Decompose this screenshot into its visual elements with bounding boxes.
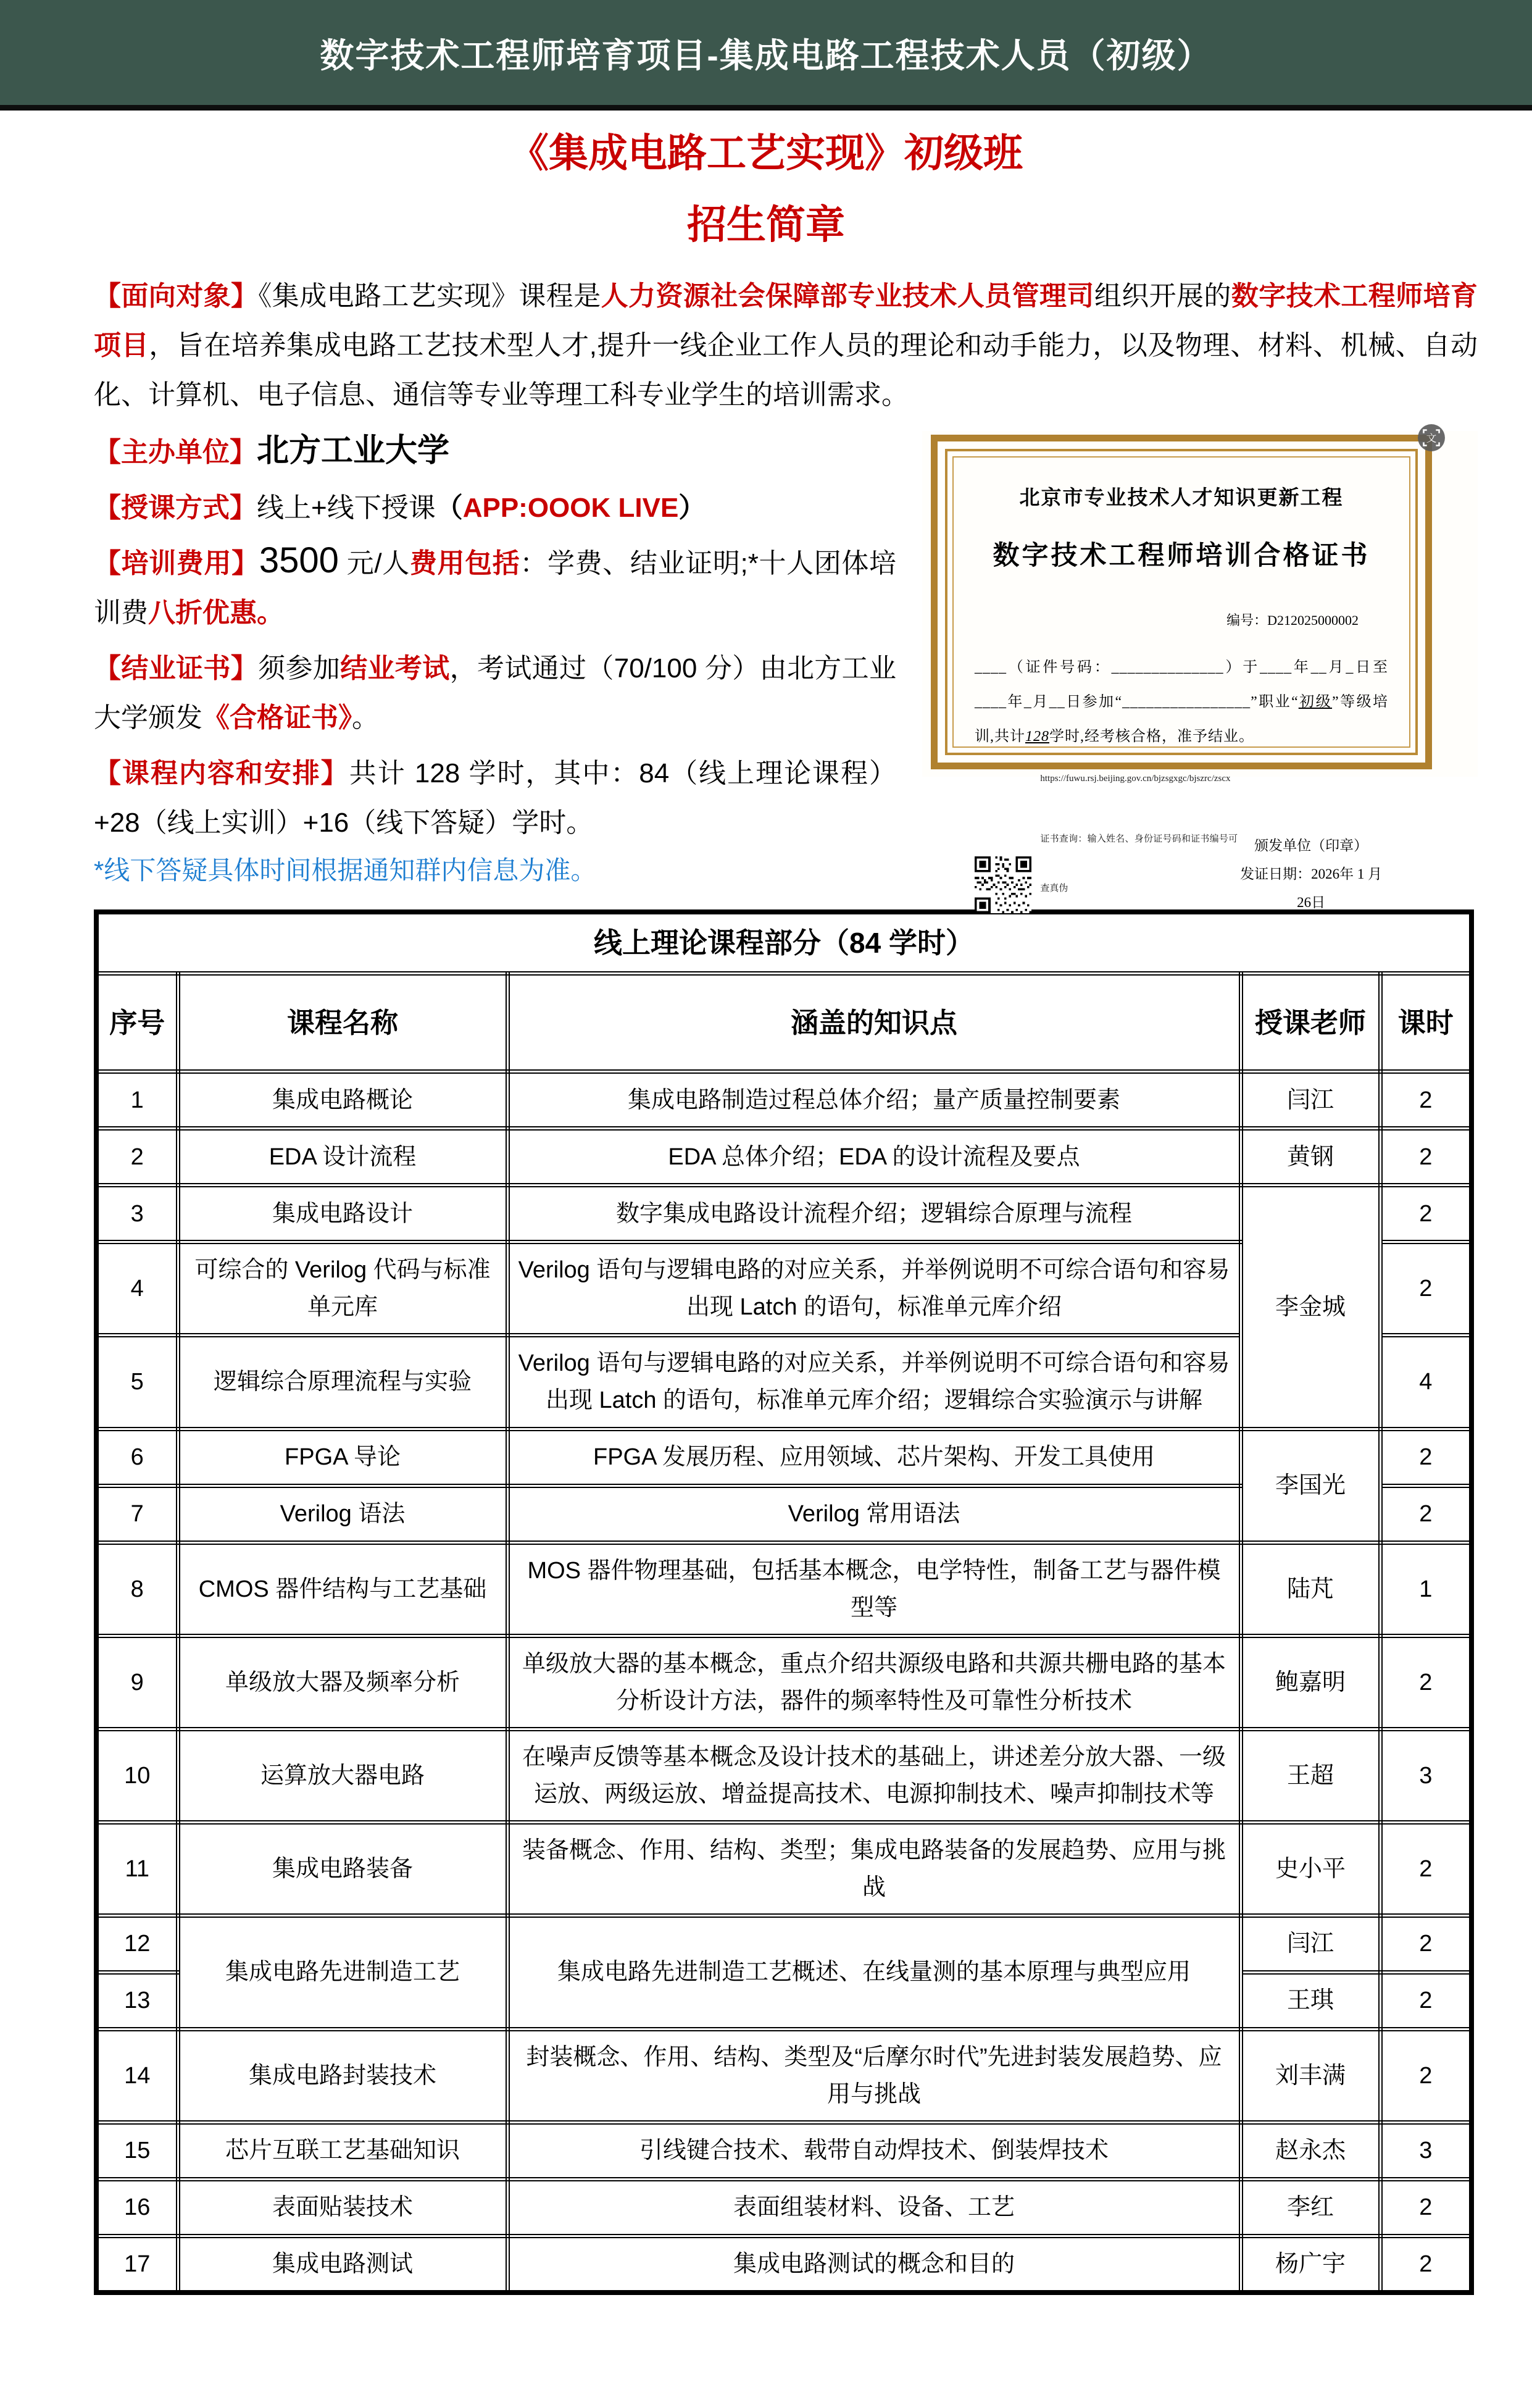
audience-label: 【面向对象】: [94, 280, 259, 311]
cell-no: 17: [96, 2236, 178, 2293]
cell-hours: 2: [1380, 1129, 1472, 1185]
table-row: [96, 1542, 1472, 1636]
cell-teacher: 李红: [1241, 2179, 1380, 2236]
cell-course: 逻辑综合原理流程与实验: [178, 1336, 507, 1429]
teaching-paren-close: ）: [678, 492, 706, 523]
cell-points: 装备概念、作用、结构、类型；集成电路装备的发展趋势、应用与挑战: [507, 1822, 1241, 1915]
cell-no: 10: [96, 1729, 178, 1822]
cell-hours: 2: [1380, 2236, 1472, 2293]
cell-hours: 2: [1380, 2029, 1472, 2122]
cell-points: 集成电路制造过程总体介绍；量产质量控制要素: [507, 1072, 1241, 1129]
cell-teacher-merged: 李国光: [1241, 1429, 1380, 1542]
col-header-no: 序号: [96, 974, 178, 1072]
cell-no: 12: [96, 1915, 178, 1972]
audience-highlight-program: 数字技术工程师培育项目: [94, 280, 1478, 361]
cell-hours: 4: [1380, 1336, 1472, 1429]
cell-no: 13: [96, 1972, 178, 2029]
fee-includes-label: 费用包括: [409, 548, 520, 579]
certificate-body-text: [975, 650, 1388, 754]
cell-course: 可综合的 Verilog 代码与标准单元库: [178, 1242, 507, 1336]
teaching-app-name: APP:OOOK LIVE: [462, 492, 679, 523]
col-header-hours: 课时: [1380, 974, 1472, 1072]
table-row: [96, 1429, 1472, 1486]
table-row: [96, 1729, 1472, 1822]
cell-course: 集成电路概论: [178, 1072, 507, 1129]
cell-course: CMOS 器件结构与工艺基础: [178, 1542, 507, 1636]
table-row: [96, 2179, 1472, 2236]
table-title-row: [96, 912, 1472, 974]
course-plan-text: 共计 128 学时，其中：84（线上理论课程）+28（线上实训）+16（线下答疑）学时。: [94, 758, 896, 838]
qr-code: [975, 853, 1031, 917]
table-row: [96, 1822, 1472, 1915]
col-header-course: 课程名称: [178, 974, 507, 1072]
program-banner-title: 数字技术工程师培育项目-集成电路工程技术人员（初级）: [320, 36, 1212, 75]
cell-no: 16: [96, 2179, 178, 2236]
cell-points-merged: 集成电路先进制造工艺概述、在线量测的基本原理与典型应用: [507, 1915, 1241, 2029]
graduation-text-1: 须参加: [258, 653, 341, 684]
cell-course: 集成电路设计: [178, 1185, 507, 1242]
teaching-paren-open: （: [435, 492, 463, 523]
cell-course-merged: 集成电路先进制造工艺: [178, 1915, 507, 2029]
certificate-serial: 编号：D212025000002: [1226, 612, 1359, 628]
cell-points: 表面组装材料、设备、工艺: [507, 2179, 1241, 2236]
cell-course: 芯片互联工艺基础知识: [178, 2122, 507, 2179]
graduation-label: 【结业证书】: [94, 653, 259, 684]
teaching-mode-text: 线上+线下授课: [257, 492, 436, 523]
cell-no: 1: [96, 1072, 178, 1129]
cell-points: 集成电路测试的概念和目的: [507, 2236, 1241, 2293]
cell-hours: 2: [1380, 1486, 1472, 1542]
cell-no: 4: [96, 1242, 178, 1336]
cell-teacher: 史小平: [1241, 1822, 1380, 1915]
certificate-level: 初级: [1298, 693, 1333, 710]
certificate-body-seg2: ”等级培训,共计: [975, 693, 1389, 745]
certificate-title: 数字技术工程师培训合格证书: [993, 541, 1370, 571]
course-plan-label: 【课程内容和安排】: [94, 758, 349, 788]
table-header-row: [96, 974, 1472, 1072]
cell-points: 引线键合技术、载带自动焊技术、倒装焊技术: [507, 2122, 1241, 2179]
cell-course: 集成电路封装技术: [178, 2029, 507, 2122]
top-banner: [0, 0, 1532, 111]
cell-no: 15: [96, 2122, 178, 2179]
cell-no: 7: [96, 1486, 178, 1542]
cell-course: FPGA 导论: [178, 1429, 507, 1486]
cell-points: 在噪声反馈等基本概念及设计技术的基础上，讲述差分放大器、一级运放、两级运放、增益提高技术、电源抑制技术、噪声抑制技术等: [507, 1729, 1241, 1822]
cell-points: 封装概念、作用、结构、类型及“后摩尔时代”先进封装发展趋势、应用与挑战: [507, 2029, 1241, 2122]
cell-course: Verilog 语法: [178, 1486, 507, 1542]
course-table: [94, 909, 1474, 2295]
col-header-teacher: 授课老师: [1241, 974, 1380, 1072]
cell-no: 5: [96, 1336, 178, 1429]
cell-points: 单级放大器的基本概念，重点介绍共源级电路和共源共栅电路的基本分析设计方法，器件的频率特性及可靠性分析技术: [507, 1636, 1241, 1729]
fee-includes-text: ：学费、结业证明;*十人团体培训费: [94, 548, 896, 628]
certificate-content: [952, 456, 1410, 910]
offline-note: *线下答疑具体时间根据通知群内信息为准。: [94, 855, 597, 885]
cell-teacher: 王超: [1241, 1729, 1380, 1822]
cell-course: EDA 设计流程: [178, 1129, 507, 1185]
cell-hours: 1: [1380, 1542, 1472, 1636]
certificate-issue-date: 发证日期：2026年 1 月 26日: [1240, 866, 1383, 910]
certificate-footer: [975, 754, 1388, 917]
cell-course: 集成电路测试: [178, 2236, 507, 2293]
brochure-subtitle: 招生简章: [687, 203, 845, 248]
cell-no: 2: [96, 1129, 178, 1185]
cell-teacher: 陆芃: [1241, 1542, 1380, 1636]
fee-unit: 元/人: [338, 548, 410, 579]
certificate-body-seg1: ____（证件号码：______________）于____年__月_日至____年_月__日参加“________________”职业“: [975, 659, 1388, 710]
cell-course: 表面贴装技术: [178, 2179, 507, 2236]
audience-text-3: ，旨在培养集成电路工艺技术型人才,提升一线企业工作人员的理论和动手能力，以及物理、材料、机械、自动化、计算机、电子信息、通信等专业等理工科专业学生的培训需求。: [94, 330, 1478, 410]
cell-teacher: 鲍嘉明: [1241, 1636, 1380, 1729]
cell-teacher: 刘丰满: [1241, 2029, 1380, 2122]
cell-points: Verilog 语句与逻辑电路的对应关系，并举例说明不可综合语句和容易出现 Latch 的语句，标准单元库介绍: [507, 1242, 1241, 1336]
cell-teacher: 黄钢: [1241, 1129, 1380, 1185]
cell-points: Verilog 常用语法: [507, 1486, 1241, 1542]
certificate-qr-block: [975, 754, 1238, 917]
table-row: [96, 2122, 1472, 2179]
fee-discount: 八折优惠。: [148, 597, 284, 628]
organizer-label: 【主办单位】: [94, 437, 257, 467]
audience-text-1: 《集成电路工艺实现》课程是: [258, 280, 601, 311]
course-title: 《集成电路工艺实现》初级班: [509, 131, 1023, 175]
cell-points: MOS 器件物理基础，包括基本概念，电学特性，制备工艺与器件模型等: [507, 1542, 1241, 1636]
cell-teacher: 闫江: [1241, 1915, 1380, 1972]
teaching-mode-label: 【授课方式】: [94, 492, 257, 523]
certificate-image: [922, 431, 1478, 910]
cell-points: FPGA 发展历程、应用领域、芯片架构、开发工具使用: [507, 1429, 1241, 1486]
certificate-issuer: 颁发单位（印章）: [1254, 837, 1368, 853]
cell-hours: 2: [1380, 1185, 1472, 1242]
certificate-gold-frame: [931, 435, 1432, 910]
cell-hours: 2: [1380, 2179, 1472, 2236]
cell-hours: 2: [1380, 1915, 1472, 1972]
cell-hours: 2: [1380, 1822, 1472, 1915]
translate-icon[interactable]: [1417, 424, 1446, 452]
cell-hours: 2: [1380, 1636, 1472, 1729]
certificate-body-seg3: 学时,经考核合格，准予结业。: [1049, 728, 1254, 745]
table-row: [96, 1129, 1472, 1185]
cell-no: 9: [96, 1636, 178, 1729]
table-row: [96, 1915, 1472, 1972]
certificate-issuer-block: [1238, 832, 1388, 917]
cell-hours: 2: [1380, 1242, 1472, 1336]
certificate-hours: 128: [1025, 728, 1049, 745]
graduation-text-3: 。: [352, 702, 379, 733]
cell-course: 运算放大器电路: [178, 1729, 507, 1822]
cell-teacher: 闫江: [1241, 1072, 1380, 1129]
cell-points: EDA 总体介绍；EDA 的设计流程及要点: [507, 1129, 1241, 1185]
certificate-program-line: 北京市专业技术人才知识更新工程: [1019, 487, 1344, 509]
cell-points: Verilog 语句与逻辑电路的对应关系，并举例说明不可综合语句和容易出现 Latch 的语句，标准单元库介绍；逻辑综合实验演示与讲解: [507, 1336, 1241, 1429]
table-row: [96, 1072, 1472, 1129]
certificate-inner-frame: [945, 449, 1418, 910]
cell-hours: 2: [1380, 1972, 1472, 2029]
cell-no: 3: [96, 1185, 178, 1242]
cell-points: 数字集成电路设计流程介绍；逻辑综合原理与流程: [507, 1185, 1241, 1242]
cell-hours: 3: [1380, 2122, 1472, 2179]
cell-course: 集成电路装备: [178, 1822, 507, 1915]
organizer-value: 北方工业大学: [257, 432, 450, 469]
certificate-query-note: 证书查询：输入姓名、身份证号码和证书编号可查真伪: [1040, 834, 1238, 893]
svg-text:文: 文: [1426, 432, 1437, 445]
audience-highlight-ministry: 人力资源社会保障部专业技术人员管理司: [601, 280, 1094, 311]
cell-teacher: 赵永杰: [1241, 2122, 1380, 2179]
table-row: [96, 1185, 1472, 1242]
cell-hours: 2: [1380, 1429, 1472, 1486]
content-area: [94, 272, 1478, 910]
cell-teacher: 王琪: [1241, 1972, 1380, 2029]
graduation-text-2: ，考试通过（70/100 分）由北方工业大学颁发: [94, 653, 897, 733]
cell-no: 14: [96, 2029, 178, 2122]
fee-amount: 3500: [259, 540, 339, 580]
table-row: [96, 2029, 1472, 2122]
cell-no: 6: [96, 1429, 178, 1486]
cell-no: 8: [96, 1542, 178, 1636]
table-title: 线上理论课程部分（84 学时）: [96, 912, 1472, 974]
graduation-exam: 结业考试: [340, 653, 450, 684]
table-row: [96, 1636, 1472, 1729]
table-row: [96, 2236, 1472, 2293]
col-header-points: 涵盖的知识点: [507, 974, 1241, 1072]
cell-teacher-merged: 李金城: [1241, 1185, 1380, 1429]
graduation-certificate-name: 《合格证书》: [202, 702, 352, 733]
cell-no: 11: [96, 1822, 178, 1915]
certificate-qr-texts: [1040, 754, 1238, 917]
cell-hours: 3: [1380, 1729, 1472, 1822]
cell-teacher: 杨广宇: [1241, 2236, 1380, 2293]
certificate-query-url: https://fuwu.rsj.beijing.gov.cn/bjzsgxgc/bjszrc/zscx: [1040, 773, 1231, 784]
cell-hours: 2: [1380, 1072, 1472, 1129]
cell-course: 单级放大器及频率分析: [178, 1636, 507, 1729]
audience-text-2: 组织开展的: [1094, 280, 1231, 311]
fee-label: 【培训费用】: [94, 548, 259, 579]
audience-paragraph: [94, 272, 1478, 420]
